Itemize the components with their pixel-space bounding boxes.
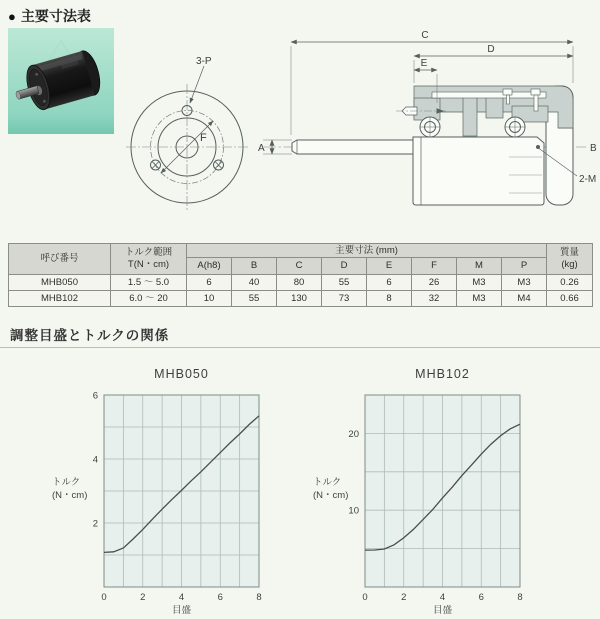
table-cell: M3 xyxy=(457,291,502,307)
technical-drawing xyxy=(0,0,600,240)
table-cell: 40 xyxy=(232,275,277,291)
label-axis-end: B xyxy=(590,143,597,154)
table-cell: M3 xyxy=(457,275,502,291)
x-tick-label: 6 xyxy=(217,592,223,603)
table-cell: M3 xyxy=(502,275,547,291)
dimensions-table xyxy=(8,243,593,307)
chart-svg xyxy=(301,358,541,614)
table-cell: 55 xyxy=(322,275,367,291)
x-tick-label: 4 xyxy=(439,592,446,603)
dim-header-cell: D xyxy=(322,258,367,275)
header-torque-range xyxy=(111,244,187,275)
section-divider xyxy=(0,347,600,348)
header-model: 呼び番号 xyxy=(9,244,111,275)
table-cell: 0.66 xyxy=(547,291,593,307)
chart-title: MHB050 xyxy=(154,367,209,381)
chart-mhb102 xyxy=(301,358,541,619)
dim-header-cell: C xyxy=(277,258,322,275)
table-row xyxy=(9,275,593,291)
x-axis-label: 目盛 xyxy=(171,605,192,614)
x-tick-label: 0 xyxy=(101,592,107,603)
header-torque-line2: T(N・cm) xyxy=(127,259,170,270)
table-row xyxy=(9,291,593,307)
y-tick-label: 10 xyxy=(348,505,359,517)
table-cell: 55 xyxy=(232,291,277,307)
x-tick-label: 8 xyxy=(517,592,523,603)
dim-header-cell: M xyxy=(457,258,502,275)
chart-title: MHB102 xyxy=(415,367,470,381)
table-cell: 32 xyxy=(412,291,457,307)
header-main-dims: 主要寸法 (mm) xyxy=(187,244,547,258)
x-axis-label: 目盛 xyxy=(432,605,453,614)
table-cell: 6.0 ～ 20 xyxy=(111,291,187,307)
x-tick-label: 8 xyxy=(256,592,262,603)
label-set-screws: 2-M xyxy=(579,174,597,185)
table-cell: 6 xyxy=(187,275,232,291)
y-tick-label: 6 xyxy=(92,390,98,402)
bullet-icon: ● xyxy=(8,8,16,24)
header-mass xyxy=(547,244,593,275)
table-cell: 8 xyxy=(367,291,412,307)
x-tick-label: 2 xyxy=(140,592,146,603)
label-body-length: D xyxy=(487,44,495,55)
y-axis-label: トルク(N・cm) xyxy=(313,477,349,502)
x-tick-label: 6 xyxy=(478,592,484,603)
dim-header-cell: P xyxy=(502,258,547,275)
table-cell: 6 xyxy=(367,275,412,291)
x-tick-label: 4 xyxy=(178,592,185,603)
dim-header-cell: F xyxy=(412,258,457,275)
header-mass-line2: (kg) xyxy=(561,259,578,270)
header-torque-line1: トルク範囲 xyxy=(124,247,173,259)
y-tick-label: 20 xyxy=(348,428,359,440)
table-cell: 130 xyxy=(277,291,322,307)
table-cell: 73 xyxy=(322,291,367,307)
dim-header-cell: A(h8) xyxy=(187,258,232,275)
chart-svg xyxy=(40,358,280,614)
table-cell: MHB050 xyxy=(9,275,111,291)
table-cell: 26 xyxy=(412,275,457,291)
table-cell: M4 xyxy=(502,291,547,307)
label-bolt-holes: 3-P xyxy=(196,56,212,67)
label-shaft-dia: A xyxy=(258,143,265,154)
label-overall-length: C xyxy=(421,30,429,41)
y-axis-label: トルク(N・cm) xyxy=(52,477,88,502)
dim-header-cell: E xyxy=(367,258,412,275)
x-tick-label: 2 xyxy=(401,592,407,603)
front-view xyxy=(126,66,249,212)
table-cell: MHB102 xyxy=(9,291,111,307)
table-cell: 10 xyxy=(187,291,232,307)
label-screw-offset: E xyxy=(420,58,428,69)
table-cell: 80 xyxy=(277,275,322,291)
section-title-torque: 調整目盛とトルクの関係 xyxy=(10,328,170,343)
table-cell: 1.5 ～ 5.0 xyxy=(111,275,187,291)
chart-mhb050 xyxy=(40,358,280,619)
header-mass-line1: 質量 xyxy=(560,247,580,259)
y-tick-label: 2 xyxy=(92,518,98,530)
x-tick-label: 0 xyxy=(362,592,368,603)
table-cell: 0.26 xyxy=(547,275,593,291)
section-title-dimensions: 主要寸法表 xyxy=(20,8,91,24)
label-bolt-circle-dia: F xyxy=(200,132,207,144)
y-tick-label: 4 xyxy=(92,454,98,466)
dim-header-cell: B xyxy=(232,258,277,275)
